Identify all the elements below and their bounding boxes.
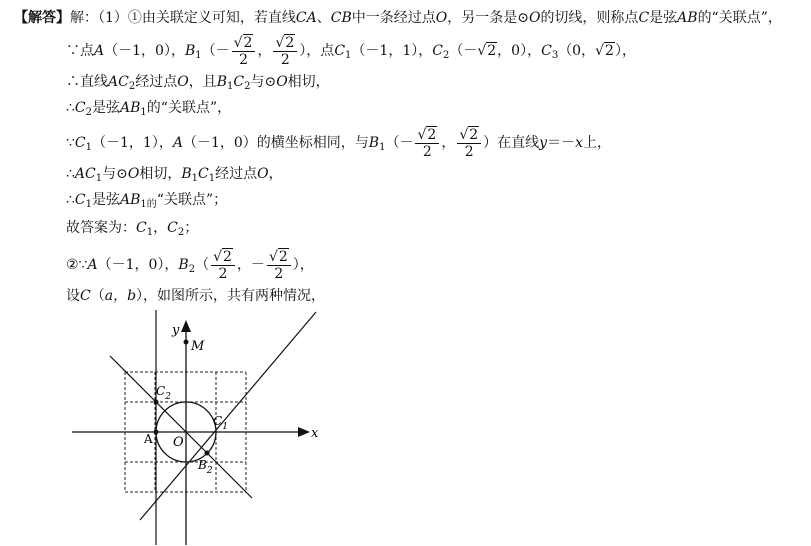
fraction: $\frac{√2}{2}$ — [232, 35, 256, 68]
text: ∴直线 — [66, 74, 108, 90]
text: ∵ — [66, 135, 75, 151]
label-y: y — [172, 323, 180, 338]
text: 3 — [551, 50, 559, 61]
text: C — [167, 220, 178, 236]
text: B — [184, 43, 196, 59]
text: O — [528, 10, 541, 26]
text: ， — [268, 166, 283, 182]
text: 1 — [95, 173, 103, 184]
text: ∵点 — [66, 43, 94, 59]
text: 中一条经过点 — [351, 10, 436, 26]
text: x — [575, 135, 583, 151]
text: ，0）， — [497, 43, 542, 59]
text: 2 — [177, 227, 185, 238]
text: 是弦 — [92, 100, 121, 116]
text: O — [435, 10, 448, 26]
text: C — [334, 43, 346, 59]
text: 2 — [243, 34, 253, 51]
text: ， — [257, 43, 272, 59]
text: 2 — [128, 81, 136, 92]
label-a: A — [144, 432, 153, 446]
text: 1 — [345, 50, 352, 61]
label-m: M — [191, 339, 205, 354]
point-a — [154, 430, 159, 435]
x-axis-arrow — [298, 427, 310, 437]
text: 2 — [85, 107, 93, 118]
text: “关联点”； — [156, 192, 228, 208]
fraction: $\frac{√2}{2}$ — [457, 127, 481, 160]
text: AC — [74, 166, 96, 182]
text: （ — [195, 257, 210, 273]
text: A — [172, 135, 183, 151]
text: （－ — [385, 135, 414, 151]
text: 2 — [218, 265, 228, 282]
text: 相切， — [139, 166, 182, 182]
text: 1 — [379, 142, 386, 153]
text: B — [368, 135, 380, 151]
text: A — [87, 257, 98, 273]
text: ）在直线 — [483, 135, 540, 151]
point-m — [184, 340, 189, 345]
text: 2 — [239, 51, 248, 68]
text: 上， — [582, 135, 611, 151]
text: 1 — [222, 422, 228, 432]
text: （ — [90, 288, 105, 304]
text: ）， — [292, 257, 314, 273]
text: 2 — [223, 248, 232, 265]
text: （－1，1）， — [92, 135, 173, 151]
text: ∴ — [66, 100, 75, 116]
text: C — [156, 384, 166, 398]
text: ），如图所示，共有两种情况， — [136, 288, 326, 304]
text: B — [178, 257, 189, 273]
text: 1 — [85, 142, 93, 153]
text: O — [177, 74, 189, 90]
text: （－ — [201, 43, 230, 59]
text: 1 — [85, 199, 93, 210]
text: C — [432, 43, 443, 59]
text: 1的 — [140, 199, 157, 210]
text: O — [276, 74, 288, 90]
y-axis-arrow — [181, 320, 191, 332]
text: 是弦 — [92, 192, 121, 208]
text: ； — [184, 220, 199, 236]
text: ，且 — [188, 74, 217, 90]
text: 设 — [66, 288, 80, 304]
text: 2 — [165, 392, 171, 402]
text: 经过点 — [135, 74, 178, 90]
text: ②∵ — [66, 257, 88, 273]
text: B — [198, 458, 207, 472]
text: 经过点 — [215, 166, 258, 182]
text: （－1，0）， — [97, 257, 179, 273]
text: C — [74, 100, 86, 116]
text: 故答案为： — [66, 220, 136, 236]
text: C — [136, 220, 147, 236]
text: 的“关联点”， — [146, 100, 232, 116]
fraction: $\frac{√2}{2}$ — [211, 249, 235, 282]
text: 2 — [188, 264, 196, 275]
point-b2 — [205, 451, 210, 456]
text: y — [539, 135, 548, 151]
text: 2 — [278, 248, 288, 265]
text: （－1，0）的横坐标相同，与 — [182, 135, 369, 151]
text: C — [74, 192, 86, 208]
text: 的“关联点”， — [697, 10, 782, 26]
fraction: $\frac{√2}{2}$ — [273, 35, 297, 68]
text: 2 — [487, 43, 497, 59]
text: 2 — [285, 34, 295, 51]
text: ，另一条是⊙ — [447, 10, 529, 26]
text: AB — [677, 10, 698, 26]
text: 2 — [280, 51, 290, 68]
text: 1 — [226, 81, 234, 92]
text: ， — [153, 220, 168, 236]
text: ∴ — [66, 166, 75, 182]
text: 1 — [208, 173, 216, 184]
text: ∴ — [66, 192, 75, 208]
text: C — [233, 74, 245, 90]
text: （0， — [558, 43, 596, 59]
text: O — [127, 166, 140, 182]
text: 2 — [464, 143, 474, 160]
point-c2 — [154, 400, 159, 405]
text: AC — [108, 74, 129, 90]
text: B — [216, 74, 227, 90]
text: 2 — [422, 143, 432, 160]
fraction: $\frac{√2}{2}$ — [415, 127, 439, 160]
text: a，b — [104, 288, 137, 304]
text: C — [541, 43, 552, 59]
text: 1 — [195, 50, 202, 61]
text: （－1，1）， — [351, 43, 433, 59]
text: B — [181, 166, 192, 182]
text: A — [94, 43, 105, 59]
text: ＝－ — [547, 135, 576, 151]
text: 相切， — [287, 74, 330, 90]
text: 解：（1）①由关联定义可知，若直线 — [70, 10, 296, 26]
text: C — [74, 135, 86, 151]
text: 1 — [146, 227, 154, 238]
fraction: $\frac{√2}{2}$ — [267, 249, 291, 282]
text: C — [80, 288, 91, 304]
text: AB — [120, 192, 141, 208]
label-o: O — [173, 435, 184, 450]
text: ），点 — [299, 43, 335, 59]
text: 2 — [427, 126, 437, 143]
text: C — [638, 10, 650, 26]
text: 、 — [316, 10, 331, 26]
answer-tag: 【解答】 — [14, 10, 70, 26]
text: 与⊙ — [102, 166, 128, 182]
line-y-equals-minus-x — [110, 356, 252, 498]
text: 是弦 — [649, 10, 678, 26]
text: （－ — [449, 43, 478, 59]
text: C — [198, 166, 209, 182]
text: 2 — [244, 81, 251, 92]
text: ，－ — [236, 257, 265, 273]
text: 的切线，则称点 — [540, 10, 639, 26]
text: AB — [120, 100, 141, 116]
label-b2 — [197, 458, 213, 476]
text: C — [213, 414, 223, 428]
label-x: x — [311, 426, 319, 441]
label-c2 — [156, 384, 171, 402]
text: O — [257, 166, 269, 182]
text: 与⊙ — [250, 74, 277, 90]
text: 1 — [191, 173, 199, 184]
text: 2 — [469, 126, 479, 143]
text: CB — [330, 10, 352, 26]
text: 1 — [140, 107, 147, 118]
answer-line-2: ∵点A（－1，0），$B_1(-$ $\frac{√2}{2}$ ， $\frac{√2}{2}$ ），点$C_1(-1$，1），$C_2(-√2$，0），$C_3(0$，√2）， — [66, 34, 636, 68]
text: 2 — [605, 43, 614, 59]
text: 2 — [274, 265, 284, 282]
text: CA — [295, 10, 317, 26]
text: 2 — [206, 466, 213, 476]
text: 2 — [442, 50, 450, 61]
tangent-line-through-b2 — [140, 312, 316, 520]
text: ）， — [614, 43, 636, 59]
text: （－1，0）， — [104, 43, 185, 59]
text: ， — [441, 135, 456, 151]
